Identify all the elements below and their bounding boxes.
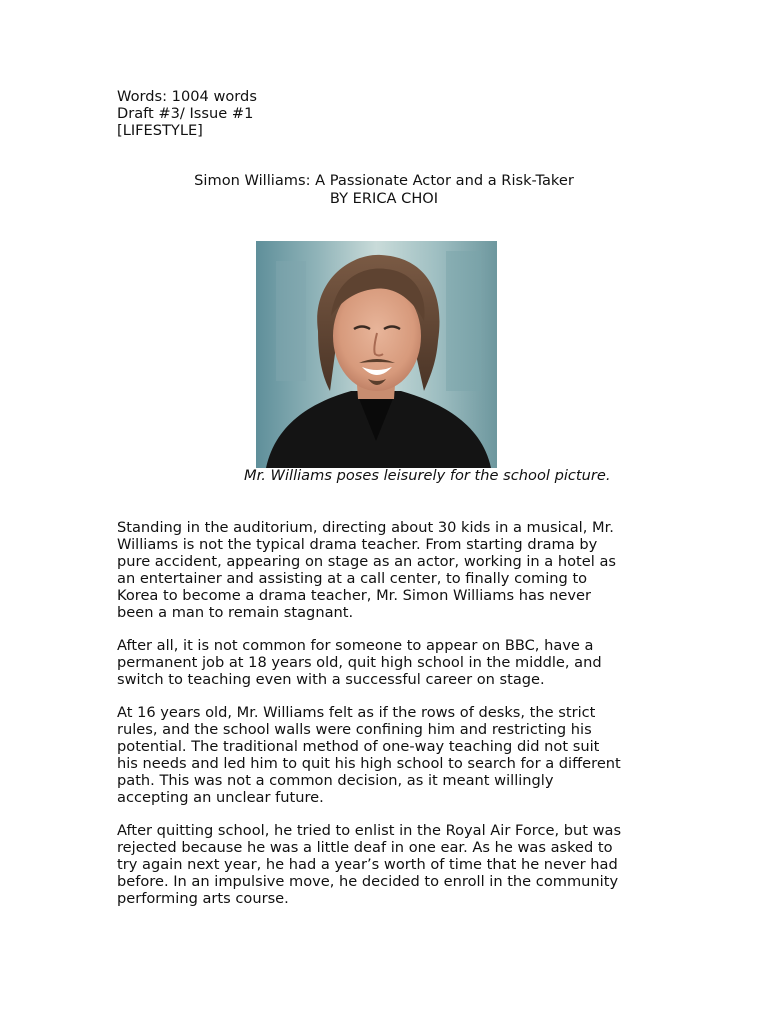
section-tag: [LIFESTYLE] <box>117 122 203 139</box>
text-line: After quitting school, he tried to enlist in the Royal Air Force, but was <box>117 822 622 839</box>
text-line: accepting an unclear future. <box>117 789 324 806</box>
paragraph <box>117 822 652 907</box>
document-header <box>117 88 677 139</box>
text-line: performing arts course. <box>117 890 289 907</box>
paragraph <box>117 637 652 688</box>
text-line: rejected because he was a little deaf in one ear. As he was asked to <box>117 839 613 856</box>
text-line: After all, it is not common for someone to appear on BBC, have a <box>117 637 594 654</box>
draft-issue: Draft #3/ Issue #1 <box>117 105 254 122</box>
photo-caption: Mr. Williams poses leisurely for the school picture. <box>244 467 611 484</box>
article-title: Simon Williams: A Passionate Actor and a Risk-Taker <box>194 172 574 189</box>
text-line: try again next year, he had a year’s worth of time that he never had <box>117 856 618 873</box>
text-line: switch to teaching even with a successful career on stage. <box>117 671 545 688</box>
portrait-photo <box>256 241 497 468</box>
text-line: potential. The traditional method of one-way teaching did not suit <box>117 738 600 755</box>
text-line: rules, and the school walls were confining him and restricting his <box>117 721 592 738</box>
text-line: Korea to become a drama teacher, Mr. Simon Williams has never <box>117 587 591 604</box>
text-line: an entertainer and assisting at a call center, to finally coming to <box>117 570 588 587</box>
paragraph <box>117 519 652 621</box>
text-line: Williams is not the typical drama teacher. From starting drama by <box>117 536 598 553</box>
text-line: permanent job at 18 years old, quit high school in the middle, and <box>117 654 602 671</box>
word-count: Words: 1004 words <box>117 88 257 105</box>
title-block <box>0 172 768 208</box>
text-line: pure accident, appearing on stage as an actor, working in a hotel as <box>117 553 616 570</box>
text-line: been a man to remain stagnant. <box>117 604 354 621</box>
article-byline: BY ERICA CHOI <box>329 190 439 207</box>
text-line: At 16 years old, Mr. Williams felt as if the rows of desks, the strict <box>117 704 596 721</box>
text-line: before. In an impulsive move, he decided to enroll in the community <box>117 873 619 890</box>
text-line: Standing in the auditorium, directing about 30 kids in a musical, Mr. <box>117 519 614 536</box>
text-line: his needs and led him to quit his high school to search for a different <box>117 755 621 772</box>
article-body <box>117 519 652 923</box>
text-line: path. This was not a common decision, as it meant willingly <box>117 772 554 789</box>
paragraph <box>117 704 652 806</box>
